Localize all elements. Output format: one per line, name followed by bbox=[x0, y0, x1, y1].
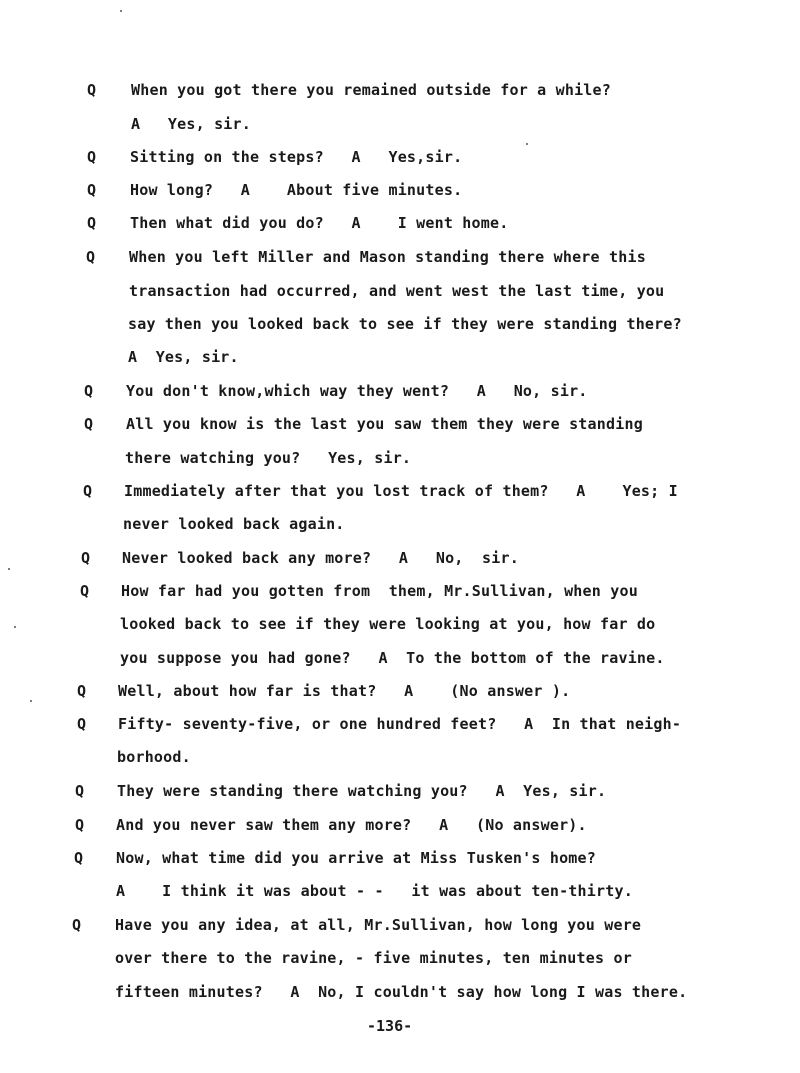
transcript-line: Now, what time did you arrive at Miss Tusken's home? bbox=[116, 849, 596, 867]
question-marker: Q bbox=[72, 916, 82, 934]
page-number: -136- bbox=[367, 1017, 413, 1035]
transcript-line: And you never saw them any more? A (No answer). bbox=[116, 816, 587, 834]
transcript-line: Immediately after that you lost track of them? A Yes; I bbox=[124, 482, 678, 500]
transcript-line: say then you looked back to see if they were standing there? bbox=[128, 315, 682, 333]
question-marker: Q bbox=[83, 482, 93, 500]
transcript-line: A Yes, sir. bbox=[128, 348, 239, 366]
transcript-line: Never looked back any more? A No, sir. bbox=[122, 549, 519, 567]
question-marker: Q bbox=[84, 415, 94, 433]
question-marker: Q bbox=[81, 549, 91, 567]
question-marker: Q bbox=[80, 582, 90, 600]
transcript-line: Sitting on the steps? A Yes,sir. bbox=[130, 148, 463, 166]
question-marker: Q bbox=[77, 682, 87, 700]
transcript-line: They were standing there watching you? A Yes, sir. bbox=[117, 782, 607, 800]
question-marker: Q bbox=[77, 715, 87, 733]
scan-speck bbox=[8, 568, 10, 570]
transcript-line: fifteen minutes? A No, I couldn't say how long I was there. bbox=[115, 983, 688, 1001]
question-marker: Q bbox=[87, 81, 97, 99]
question-marker: Q bbox=[74, 849, 84, 867]
transcript-line: When you left Miller and Mason standing there where this bbox=[129, 248, 646, 266]
transcript-line: How long? A About five minutes. bbox=[130, 181, 463, 199]
transcript-line: A I think it was about - - it was about ten-thirty. bbox=[116, 882, 633, 900]
question-marker: Q bbox=[87, 181, 97, 199]
transcript-line: All you know is the last you saw them they were standing bbox=[126, 415, 643, 433]
transcript-line: How far had you gotten from them, Mr.Sullivan, when you bbox=[121, 582, 638, 600]
transcript-line: looked back to see if they were looking at you, how far do bbox=[120, 615, 656, 633]
question-marker: Q bbox=[87, 214, 97, 232]
scan-speck bbox=[30, 700, 32, 702]
transcript-line: You don't know,which way they went? A No, sir. bbox=[126, 382, 588, 400]
question-marker: Q bbox=[75, 782, 85, 800]
transcript-line: A Yes, sir. bbox=[131, 115, 251, 133]
transcript-line: transaction had occurred, and went west the last time, you bbox=[129, 282, 665, 300]
transcript-line: Have you any idea, at all, Mr.Sullivan, how long you were bbox=[115, 916, 642, 934]
question-marker: Q bbox=[86, 248, 96, 266]
question-marker: Q bbox=[75, 816, 85, 834]
question-marker: Q bbox=[84, 382, 94, 400]
transcript-line: borhood. bbox=[117, 748, 191, 766]
transcript-line: When you got there you remained outside for a while? bbox=[131, 81, 611, 99]
transcript-line: Then what did you do? A I went home. bbox=[130, 214, 509, 232]
scan-speck bbox=[526, 143, 528, 145]
transcript-line: there watching you? Yes, sir. bbox=[125, 449, 412, 467]
transcript-line: never looked back again. bbox=[123, 515, 345, 533]
transcript-line: Fifty- seventy-five, or one hundred feet? A In that neigh- bbox=[118, 715, 682, 733]
scan-speck bbox=[14, 626, 16, 628]
transcript-line: over there to the ravine, - five minutes, ten minutes or bbox=[115, 949, 632, 967]
transcript-line: Well, about how far is that? A (No answer ). bbox=[118, 682, 571, 700]
scan-speck bbox=[120, 10, 122, 12]
transcript-line: you suppose you had gone? A To the bottom of the ravine. bbox=[120, 649, 665, 667]
question-marker: Q bbox=[87, 148, 97, 166]
